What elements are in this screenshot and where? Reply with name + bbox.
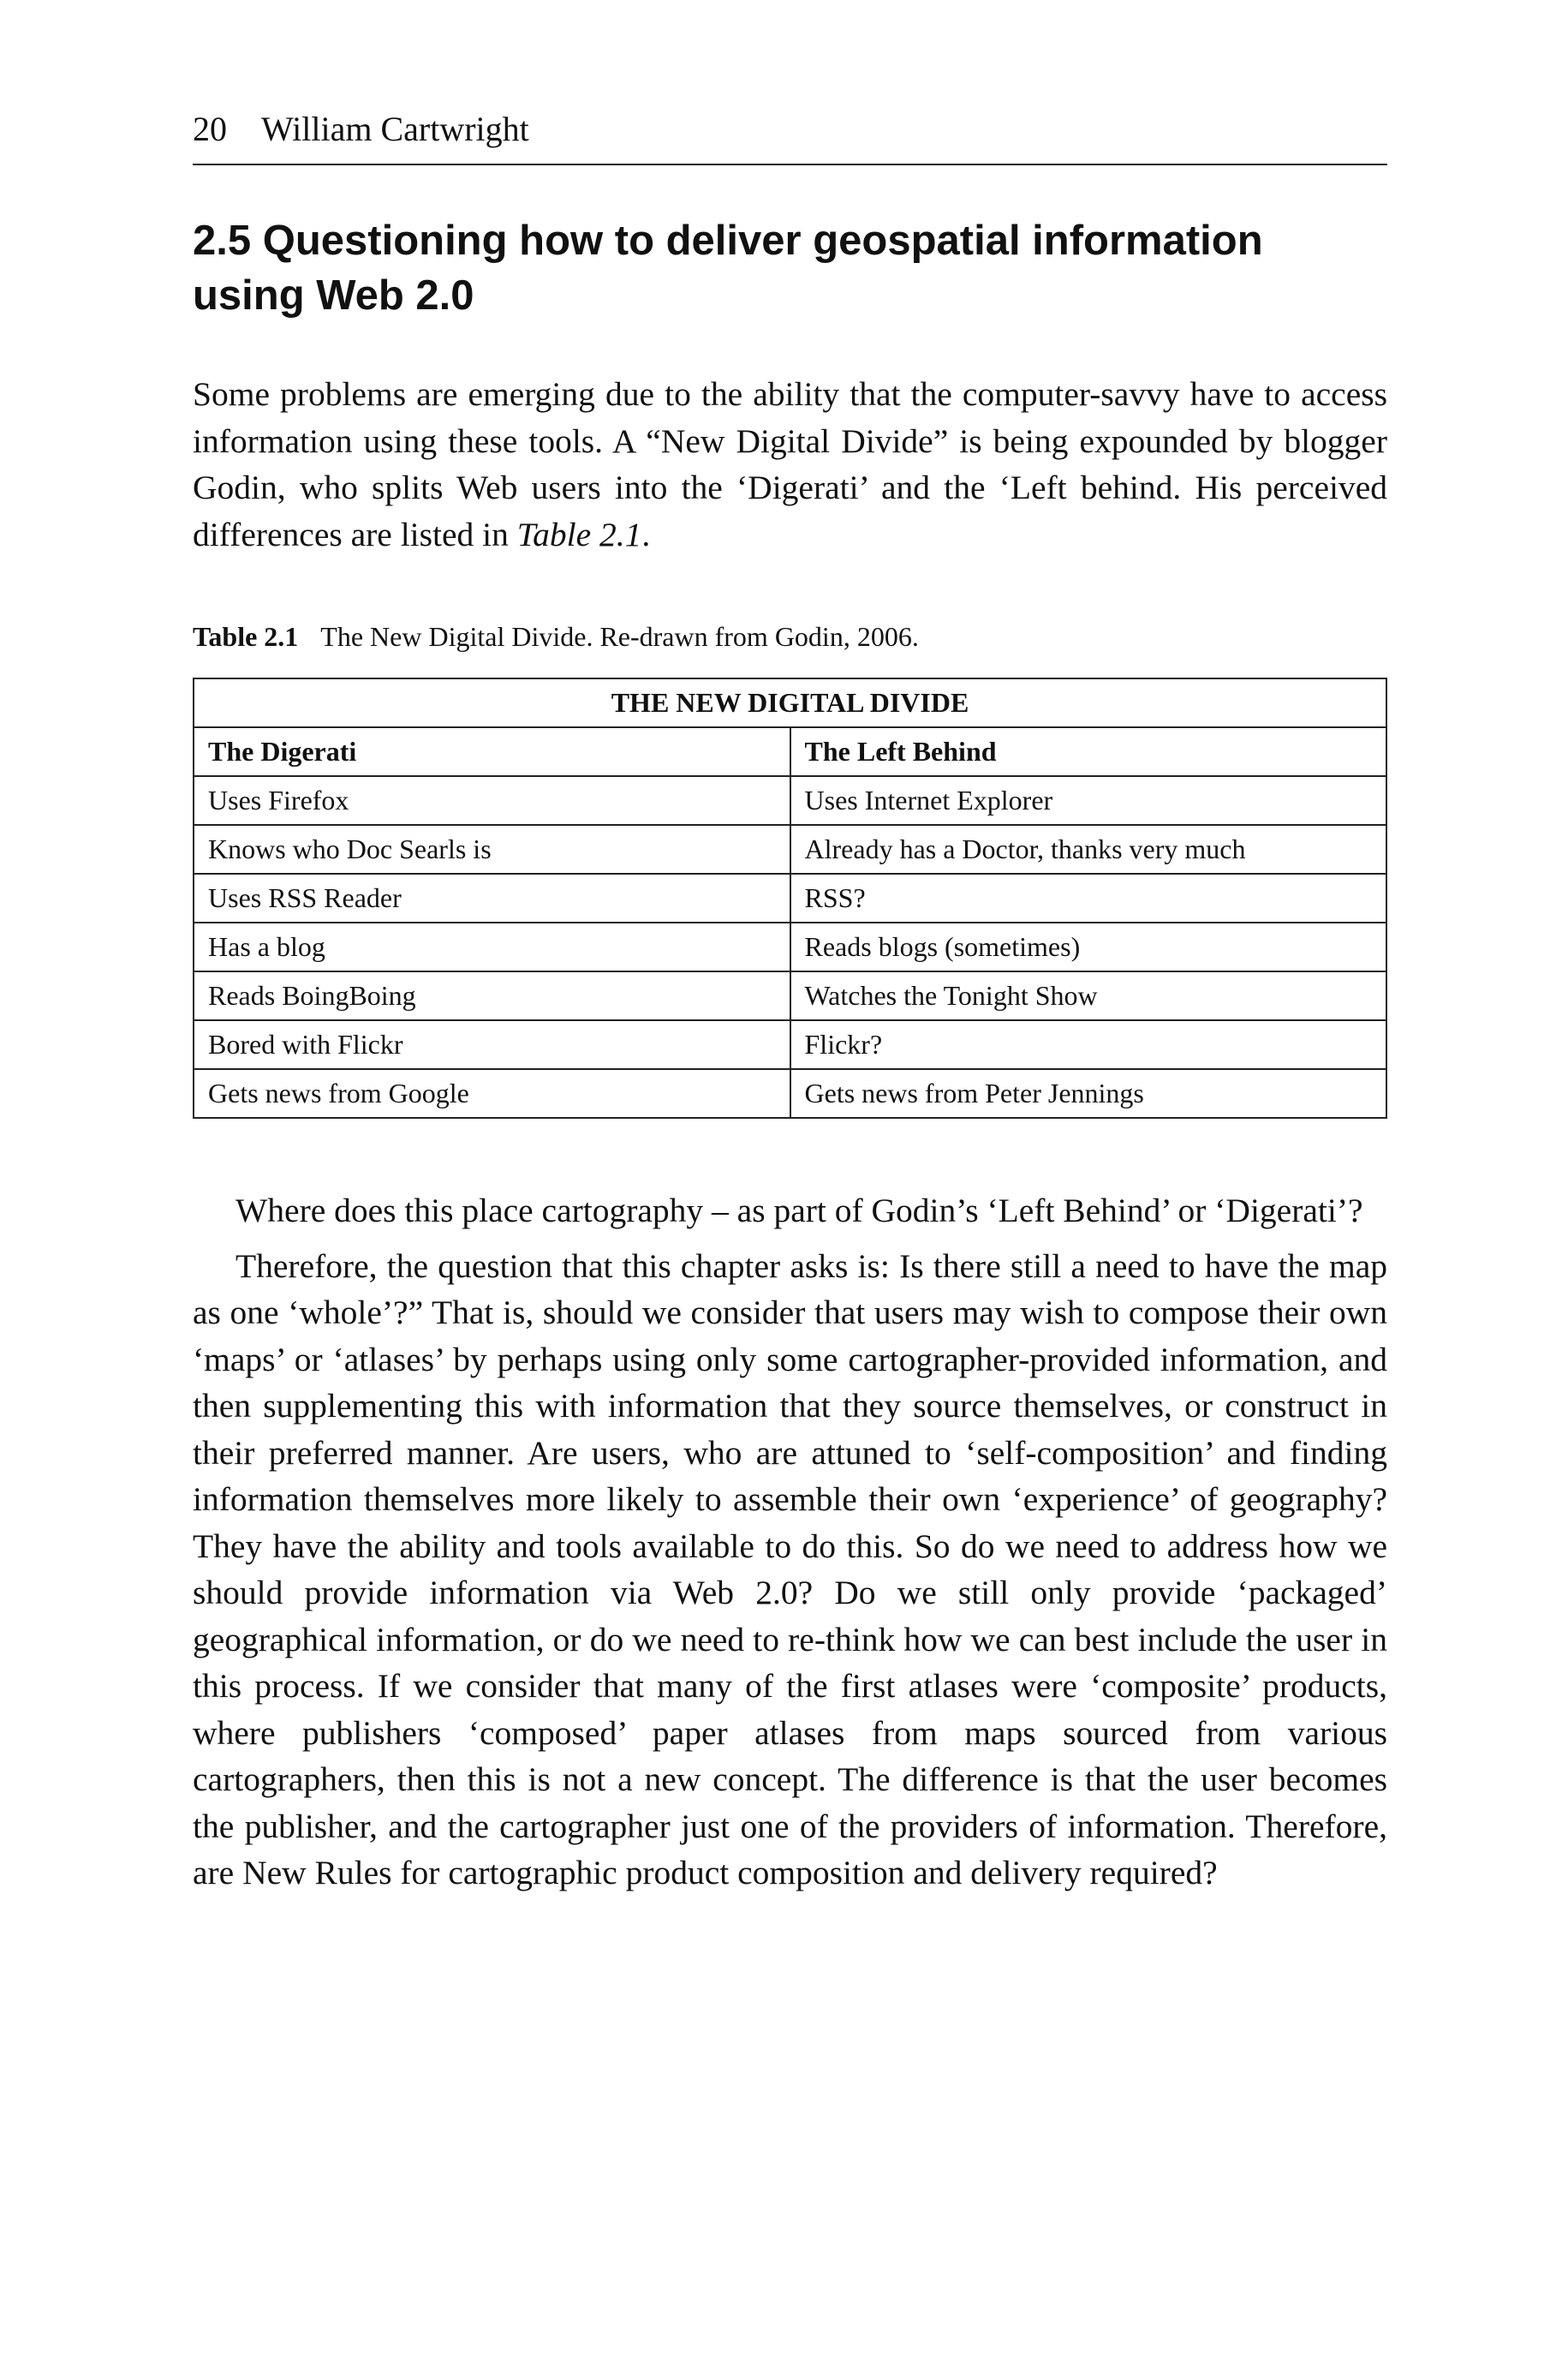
table-cell-left-behind: RSS? <box>790 874 1387 923</box>
table-cell-left-behind: Watches the Tonight Show <box>790 971 1387 1020</box>
table-title-row <box>194 678 1386 727</box>
table-title: THE NEW DIGITAL DIVIDE <box>194 678 1386 727</box>
table-caption <box>193 618 1387 655</box>
intro-text-end: . <box>641 515 651 553</box>
intro-paragraph <box>193 371 1387 558</box>
table-header-row <box>194 727 1386 776</box>
column-header-left-behind: The Left Behind <box>790 727 1387 776</box>
table-row <box>194 776 1386 825</box>
table-cell-digerati: Reads BoingBoing <box>194 971 790 1020</box>
table-cell-digerati: Uses RSS Reader <box>194 874 790 923</box>
section-heading <box>193 213 1387 323</box>
page-number: 20 <box>193 110 227 148</box>
table-row <box>194 923 1386 971</box>
table-cell-digerati: Bored with Flickr <box>194 1020 790 1069</box>
table-reference: Table 2.1 <box>516 515 642 553</box>
table-cell-digerati: Has a blog <box>194 923 790 971</box>
section-heading-line-2: using Web 2.0 <box>193 272 474 319</box>
body-paragraph-1: Where does this place cartography – as part of Godin’s ‘Left Behind’ or ‘Digerati’? <box>235 1192 1363 1229</box>
table-cell-left-behind: Gets news from Peter Jennings <box>790 1069 1387 1118</box>
section-heading-line-1: 2.5 Questioning how to deliver geospatial information <box>193 218 1263 264</box>
table-row <box>194 874 1386 923</box>
intro-text: Some problems are emerging due to the ability that the computer-savvy have to access information using these tools. A “New Digital Divide” is being expounded by blogger Godin, who splits Web users into the ‘Digerati’ and the ‘Left behind. His perceived differences are listed in <box>193 375 1387 553</box>
table-caption-label: Table 2.1 <box>193 621 299 652</box>
running-head <box>193 107 1387 165</box>
table-cell-left-behind: Already has a Doctor, thanks very much <box>790 825 1387 874</box>
table-row <box>194 825 1386 874</box>
author-name: William Cartwright <box>261 110 529 148</box>
table-cell-left-behind: Uses Internet Explorer <box>790 776 1387 825</box>
digital-divide-table <box>193 678 1387 1119</box>
table-row <box>194 1069 1386 1118</box>
table-cell-digerati: Uses Firefox <box>194 776 790 825</box>
table-cell-left-behind: Flickr? <box>790 1020 1387 1069</box>
body-paragraph-2: Therefore, the question that this chapter asks is: Is there still a need to have the map as one ‘whole’?” That is, should we consider that users may wish to compose their own ‘maps’ or ‘atlases’ by perhaps using only some cartographer-provided information, and then supplementing this with information that they source themselves, or construct in their preferred manner. Are users, who are attuned to ‘self-composition’ and finding information themselves more likely to assemble their own ‘experience’ of geography? They have the ability and tools available to do this. So do we need to address how we should provide information via Web 2.0? Do we still only provide ‘packaged’ geographical information, or do we need to re-think how we can best include the user in this process. If we consider that many of the first atlases were ‘composite’ products, where publishers ‘composed’ paper atlases from maps sourced from various cartographers, then this is not a new concept. The difference is that the user becomes the publisher, and the cartographer just one of the providers of information. Therefore, are New Rules for cartographic product composition and delivery required? <box>193 1246 1387 1891</box>
table-cell-digerati: Knows who Doc Searls is <box>194 825 790 874</box>
table-row <box>194 971 1386 1020</box>
table-cell-left-behind: Reads blogs (sometimes) <box>790 923 1387 971</box>
column-header-digerati: The Digerati <box>194 727 790 776</box>
book-page <box>193 107 1387 1897</box>
table-caption-text: The New Digital Divide. Re-drawn from Godin, 2006. <box>320 621 919 652</box>
table-row <box>194 1020 1386 1069</box>
table-cell-digerati: Gets news from Google <box>194 1069 790 1118</box>
